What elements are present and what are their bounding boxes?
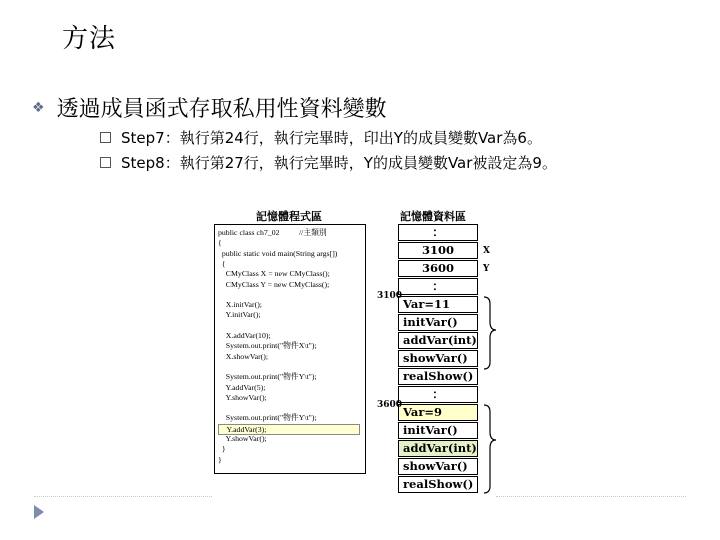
code-line: Y.addVar(5); bbox=[218, 382, 266, 392]
object-x-method: addVar(int) bbox=[398, 332, 478, 349]
memory-cell-y-ref: 3600 bbox=[398, 260, 478, 277]
code-line-highlighted: Y.addVar(3); bbox=[218, 424, 360, 436]
code-line: System.out.print("物件Y\t"); bbox=[218, 413, 317, 423]
code-line: } bbox=[218, 454, 222, 464]
memory-cell-dots: ： bbox=[398, 224, 478, 241]
footer-divider bbox=[34, 496, 212, 497]
object-y-method: addVar(int) bbox=[398, 440, 478, 457]
code-line: Y.initVar(); bbox=[218, 310, 261, 320]
code-line: public static void main(String args[]) bbox=[218, 248, 338, 258]
slide-title: 方法 bbox=[62, 24, 117, 54]
main-bullet-text: 透過成員函式存取私用性資料變數 bbox=[56, 97, 387, 122]
code-line: X.showVar(); bbox=[218, 351, 269, 361]
code-line: { bbox=[218, 238, 222, 248]
memory-cell-dots: ： bbox=[398, 278, 478, 295]
object-y-method: showVar() bbox=[398, 458, 478, 475]
code-line: CMyClass X = new CMyClass(); bbox=[218, 269, 330, 279]
object-y-method: realShow() bbox=[398, 476, 478, 493]
data-caption: 記憶體資料區 bbox=[400, 210, 466, 223]
bullet-marker-icon: ❖ bbox=[32, 99, 45, 116]
code-line: Y.showVar(); bbox=[218, 392, 267, 402]
object-x-method: initVar() bbox=[398, 314, 478, 331]
code-line: Y.showVar(); bbox=[218, 434, 267, 443]
object-y-method: initVar() bbox=[398, 422, 478, 439]
object-y-address: 3600 bbox=[377, 400, 403, 410]
object-x-address: 3100 bbox=[377, 291, 403, 301]
object-y-var: Var=9 bbox=[398, 404, 478, 421]
x-ref-label: X bbox=[483, 246, 490, 256]
memory-cell-dots: ： bbox=[398, 386, 478, 403]
object-x-var: Var=11 bbox=[398, 296, 478, 313]
code-line: CMyClass Y = new CMyClass(); bbox=[218, 279, 330, 289]
object-x-method: showVar() bbox=[398, 350, 478, 367]
code-line: System.out.print("物件Y\t"); bbox=[218, 372, 317, 382]
memory-cell-x-ref: 3100 bbox=[398, 242, 478, 259]
sub-item-text: Step8：執行第27行，執行完畢時，Y的成員變數Var被設定為9。 bbox=[121, 154, 557, 172]
code-line: } bbox=[218, 444, 226, 454]
code-line: X.initVar(); bbox=[218, 300, 262, 310]
object-y-brace bbox=[484, 405, 496, 493]
code-line: { bbox=[218, 258, 226, 268]
footer-divider bbox=[496, 496, 686, 497]
object-x-brace bbox=[484, 297, 496, 369]
code-line: public class ch7_02 //主類別 bbox=[218, 228, 327, 237]
nav-arrow-icon[interactable] bbox=[34, 505, 44, 519]
code-line: System.out.print("物件X\t"); bbox=[218, 341, 317, 351]
code-caption: 記憶體程式區 bbox=[256, 210, 322, 223]
sub-item-text: Step7：執行第24行，執行完畢時，印出Y的成員變數Var為6。 bbox=[121, 129, 542, 147]
code-line: X.addVar(10); bbox=[218, 331, 271, 340]
object-x-method: realShow() bbox=[398, 368, 478, 385]
y-ref-label: Y bbox=[483, 264, 490, 274]
